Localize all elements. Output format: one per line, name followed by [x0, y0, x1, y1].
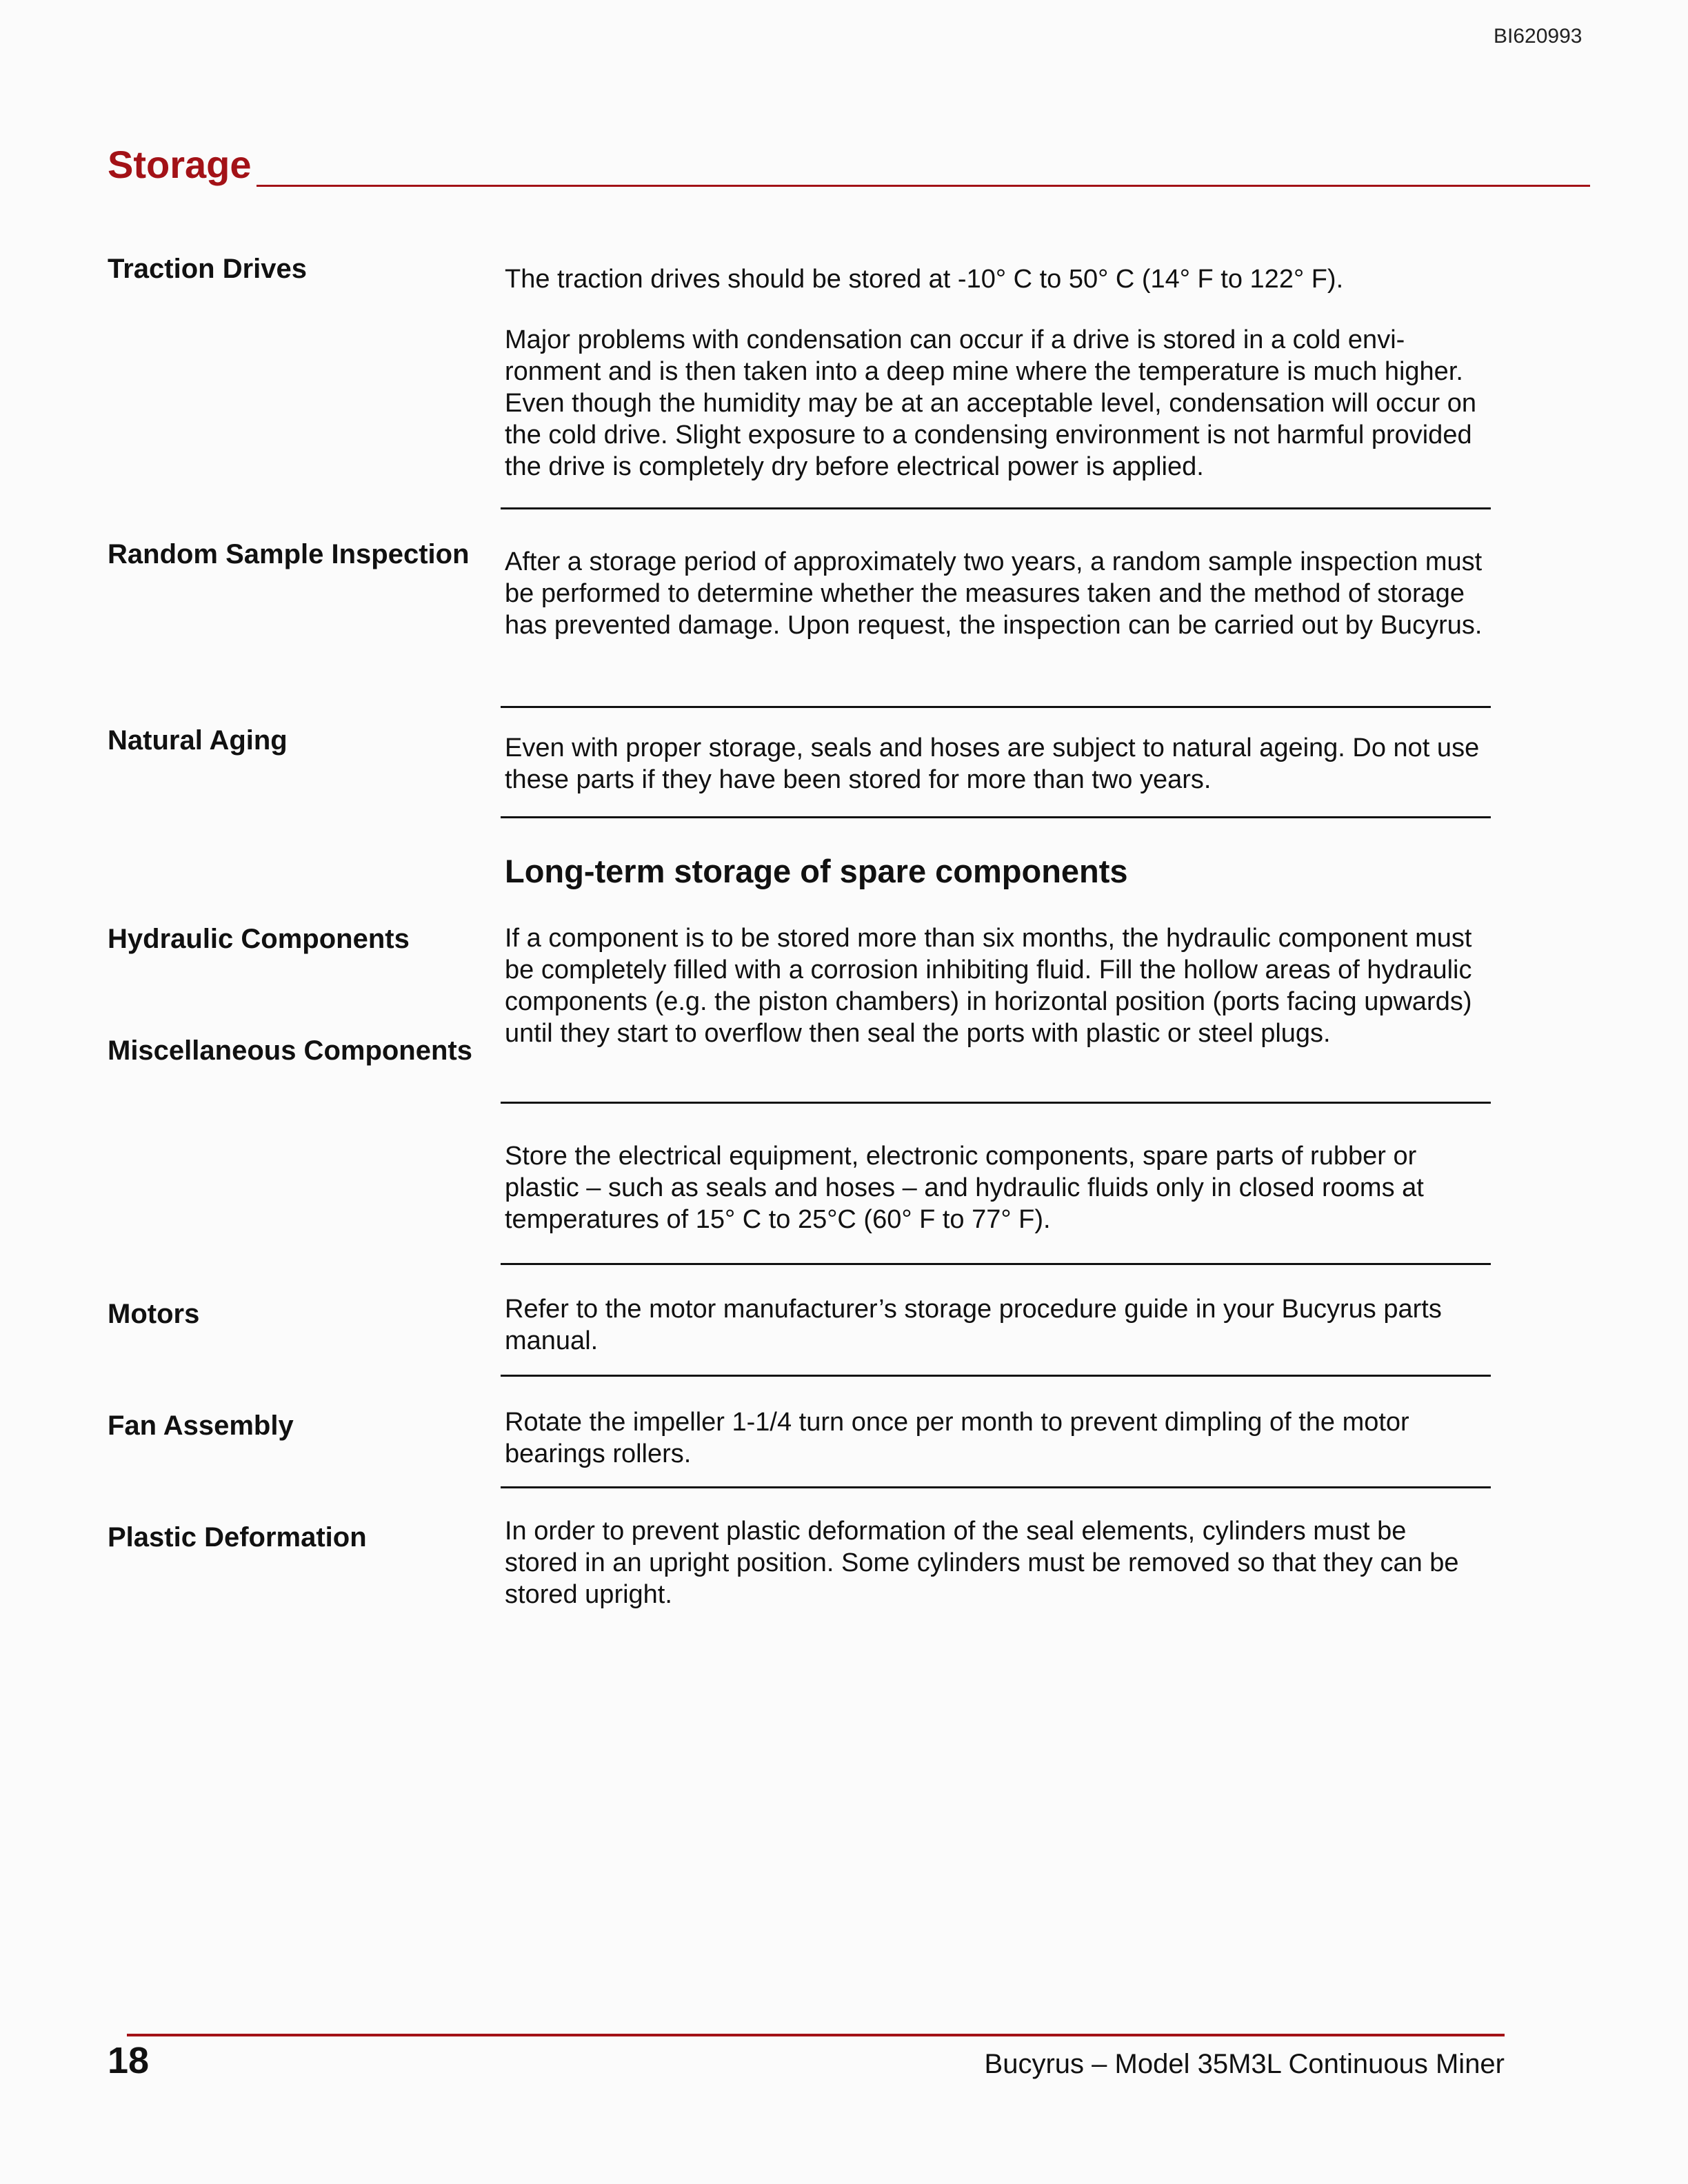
hydraulic-components-paragraph: If a component is to be stored more than six months, the hydraulic component must be completely filled with a corrosion inhibiting fluid. Fill the hollow areas of hydraulic components (e.g. the piston chambers) in horizontal position (ports facing upwards) until they start to overflow then seal the ports with plastic or steel plugs.	[505, 924, 1472, 1048]
label-natural-aging: Natural Aging	[108, 725, 288, 756]
traction-drives-paragraph-1: The traction drives should be stored at -10° C to 50° C (14° F to 122° F).	[505, 265, 1344, 294]
label-motors: Motors	[108, 1299, 200, 1329]
label-random-sample-inspection: Random Sample Inspection	[108, 539, 470, 569]
label-miscellaneous-components: Miscellaneous Components	[108, 1035, 472, 1066]
divider	[501, 706, 1491, 708]
page-number: 18	[108, 2040, 150, 2081]
divider	[501, 1263, 1491, 1265]
traction-drives-paragraph-2: Major problems with condensation can occur if a drive is stored in a cold envi-ronment and is then taken into a deep mine where the temperature is much higher. Even though the humidity may be at an acceptable level, condensation will occur on the cold drive. Slight exposure to a condensing environment is not harmful provided the drive is completely dry before electrical power is applied.	[505, 325, 1476, 481]
divider	[501, 1486, 1491, 1488]
miscellaneous-components-paragraph: Store the electrical equipment, electronic components, spare parts of rubber or plastic – such as seals and hoses – and hydraulic fluids only in closed rooms at temperatures of 15° C to 25°C (60° F to 77° F).	[505, 1142, 1424, 1234]
divider	[501, 1102, 1491, 1104]
document-id: BI620993	[1494, 25, 1582, 48]
label-hydraulic-components: Hydraulic Components	[108, 924, 410, 954]
fan-assembly-paragraph: Rotate the impeller 1-1/4 turn once per month to prevent dimpling of the motor bearings rollers.	[505, 1408, 1409, 1468]
divider	[501, 816, 1491, 818]
page-title: Storage	[108, 143, 252, 186]
divider	[501, 507, 1491, 509]
divider	[501, 1375, 1491, 1377]
random-sample-paragraph: After a storage period of approximately two years, a random sample inspection must be performed to determine whether the measures taken and the method of storage has prevented damage. Upon request, the inspection can be carried out by Bucyrus.	[505, 547, 1483, 640]
label-traction-drives: Traction Drives	[108, 254, 308, 284]
label-plastic-deformation: Plastic Deformation	[108, 1522, 367, 1553]
motors-paragraph: Refer to the motor manufacturer’s storage procedure guide in your Bucyrus parts manual.	[505, 1295, 1442, 1355]
footer-title: Bucyrus – Model 35M3L Continuous Miner	[984, 2049, 1505, 2079]
natural-aging-paragraph: Even with proper storage, seals and hoses are subject to natural ageing. Do not use these parts if they have been stored for more than two years.	[505, 734, 1480, 794]
plastic-deformation-paragraph: In order to prevent plastic deformation of the seal elements, cylinders must be stored in an upright position. Some cylinders must be removed so that they can be stored upright.	[505, 1517, 1459, 1609]
long-term-storage-heading: Long-term storage of spare components	[505, 853, 1128, 889]
footer-rule	[127, 2034, 1505, 2036]
title-underline	[257, 185, 1590, 187]
section-title-block	[108, 142, 1484, 190]
label-fan-assembly: Fan Assembly	[108, 1410, 294, 1441]
